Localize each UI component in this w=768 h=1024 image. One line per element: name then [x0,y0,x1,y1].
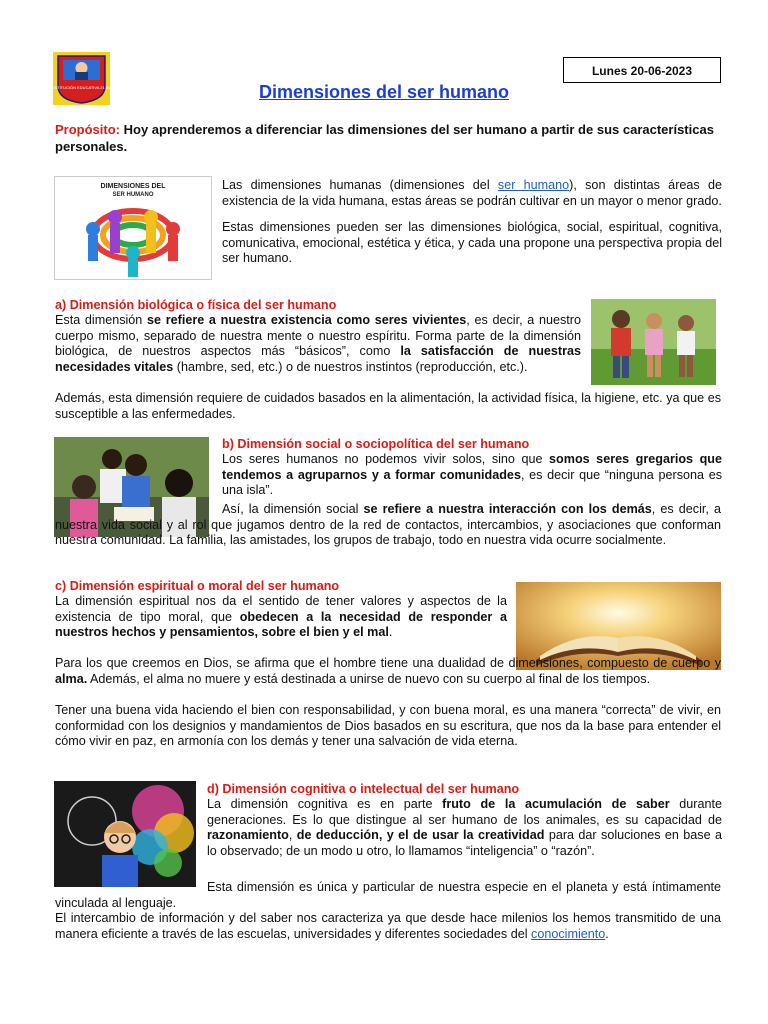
bold-text: se refiere a nuestra interacción con los demás [363,502,652,516]
intro-paragraph-2: Estas dimensiones pueden ser las dimensiones biológica, social, espiritual, cognitiva, comunicativa, emocional, estética y ética, y cada una propone una perspectiva propia del ser humano. [222,220,722,265]
text: , es decir, a nuestro cuerpo mismo, separado de nuestra mente o nuestro espíritu. Forma parte de la dimensión biológica, de nuestros aspectos más “básicos”, como [55,313,582,358]
text: . [605,926,609,941]
text: . [388,625,393,639]
children-running-photo [591,299,716,385]
dimensions-illustration [54,176,212,280]
bold-text: de deducción, y el de usar la creatividad [296,828,545,842]
section-b-paragraph-1 [222,452,722,499]
bold-text: obedecen a la necesidad de responder a nuestros hechos y pensamientos, sobre el bien y el mal [55,609,508,639]
section-b-paragraph-2 [55,502,721,549]
section-d-paragraph-1 [207,797,722,859]
text: Así, la dimensión social [222,502,364,516]
purpose-label: Propósito: [55,122,120,137]
text: para dar soluciones en base a lo observado; de un modo u otro, lo llamamos “inteligencia” o “razón”. [207,828,722,858]
text: , es decir que “ninguna persona es una isla”. [222,467,722,497]
section-b-title: b) Dimensión social o sociopolítica del ser humano [222,437,530,451]
intro-text: ), son distintas áreas de existencia de la vida humana, estas áreas se podrán cultivar en un mayor o menor grado. [222,178,722,208]
text: Los seres humanos no podemos vivir solos, sino que [222,452,550,466]
section-a-paragraph-2: Además, esta dimensión requiere de cuidados basados en la alimentación, la actividad física, la higiene, etc. ya que es susceptible a las enfermedades. [55,391,721,421]
section-c-paragraph-2 [55,656,721,687]
bold-text: somos seres gregarios que tendemos a agruparnos y a formar comunidades [222,452,722,482]
bold-text: razonamiento [207,828,289,842]
conocimiento-link[interactable]: conocimiento [531,926,606,941]
child-thinking-photo [54,781,196,887]
text: Esta dimensión [55,313,148,327]
purpose-text: Hoy aprenderemos a diferenciar las dimensiones del ser humano a partir de sus características personales. [55,122,714,154]
illustration-caption-2: SER HUMANO [112,192,154,198]
section-d-paragraph-3 [55,911,721,942]
purpose-statement [55,121,715,155]
section-a-title: a) Dimensión biológica o física del ser humano [55,298,337,312]
illustration-caption-1: DIMENSIONES DEL [100,183,166,190]
ser-humano-link[interactable]: ser humano [497,178,570,192]
text: durante generaciones. Es lo que distingue al ser humano de los animales, es su capacidad de [207,797,723,827]
text: Además, el alma no muere y está destinada a unirse de nuevo con su cuerpo al final de los tiempos. [87,671,651,686]
text: Para los que creemos en Dios, se afirma que el hombre tiene una dualidad de dimensiones, compuesto de cuerpo y [55,656,721,670]
text: , es decir, a nuestra vida social y al rol que jugamos dentro de la red de contactos, intercambios, y asociaciones que conforman nuestra comunidad. La familia, las amistades, los grupos de trabajo, todo en nuestra vida ocurre socialmente. [55,502,721,547]
section-d-title: d) Dimensión cognitiva o intelectual del ser humano [207,782,520,796]
section-d-paragraph-2: Esta dimensión es única y particular de nuestra especie en el planeta y está íntimamente vinculada al lenguaje. [55,880,721,910]
page-title: Dimensiones del ser humano [258,82,510,102]
text: (hambre, sed, etc.) o de nuestros instintos (reproducción, etc.). [173,359,528,374]
date-box: Lunes 20-06-2023 [563,57,721,83]
logo-text: INSTITUCIÓN EDUCATIVA 21 508 [53,85,110,90]
text: La dimensión espiritual nos da el sentido de tener valores y aspectos de la existencia de tipo moral, que [55,594,507,624]
text: , [288,828,297,842]
bold-text: alma. [55,671,88,686]
intro-paragraph-1 [222,178,722,209]
bold-text: la satisfacción de nuestras necesidades vitales [55,344,582,374]
section-c-paragraph-1 [55,594,507,641]
section-c-title: c) Dimensión espiritual o moral del ser humano [55,579,340,593]
bold-text: se refiere a nuestra existencia como seres vivientes [147,313,467,327]
section-a-paragraph-1 [55,313,581,375]
text: La dimensión cognitiva es en parte [207,797,443,811]
bold-text: fruto de la acumulación de saber [442,797,670,811]
text: El intercambio de información y del saber nos caracteriza ya que desde hace milenios los hemos transmitido de una manera eficiente a través de las escuelas, universidades y diferentes sociedades del [55,911,721,941]
intro-text: Las dimensiones humanas (dimensiones del [222,178,498,192]
section-c-paragraph-3: Tener una buena vida haciendo el bien con responsabilidad, y con buena moral, es una manera “correcta” de vivir, en conformidad con los designios y mandamientos de Dios basados en su escritura, que nos da la base para entender el cómo vivir en paz, en armonía con los demás y tener una salvación de vida eterna. [55,703,721,748]
